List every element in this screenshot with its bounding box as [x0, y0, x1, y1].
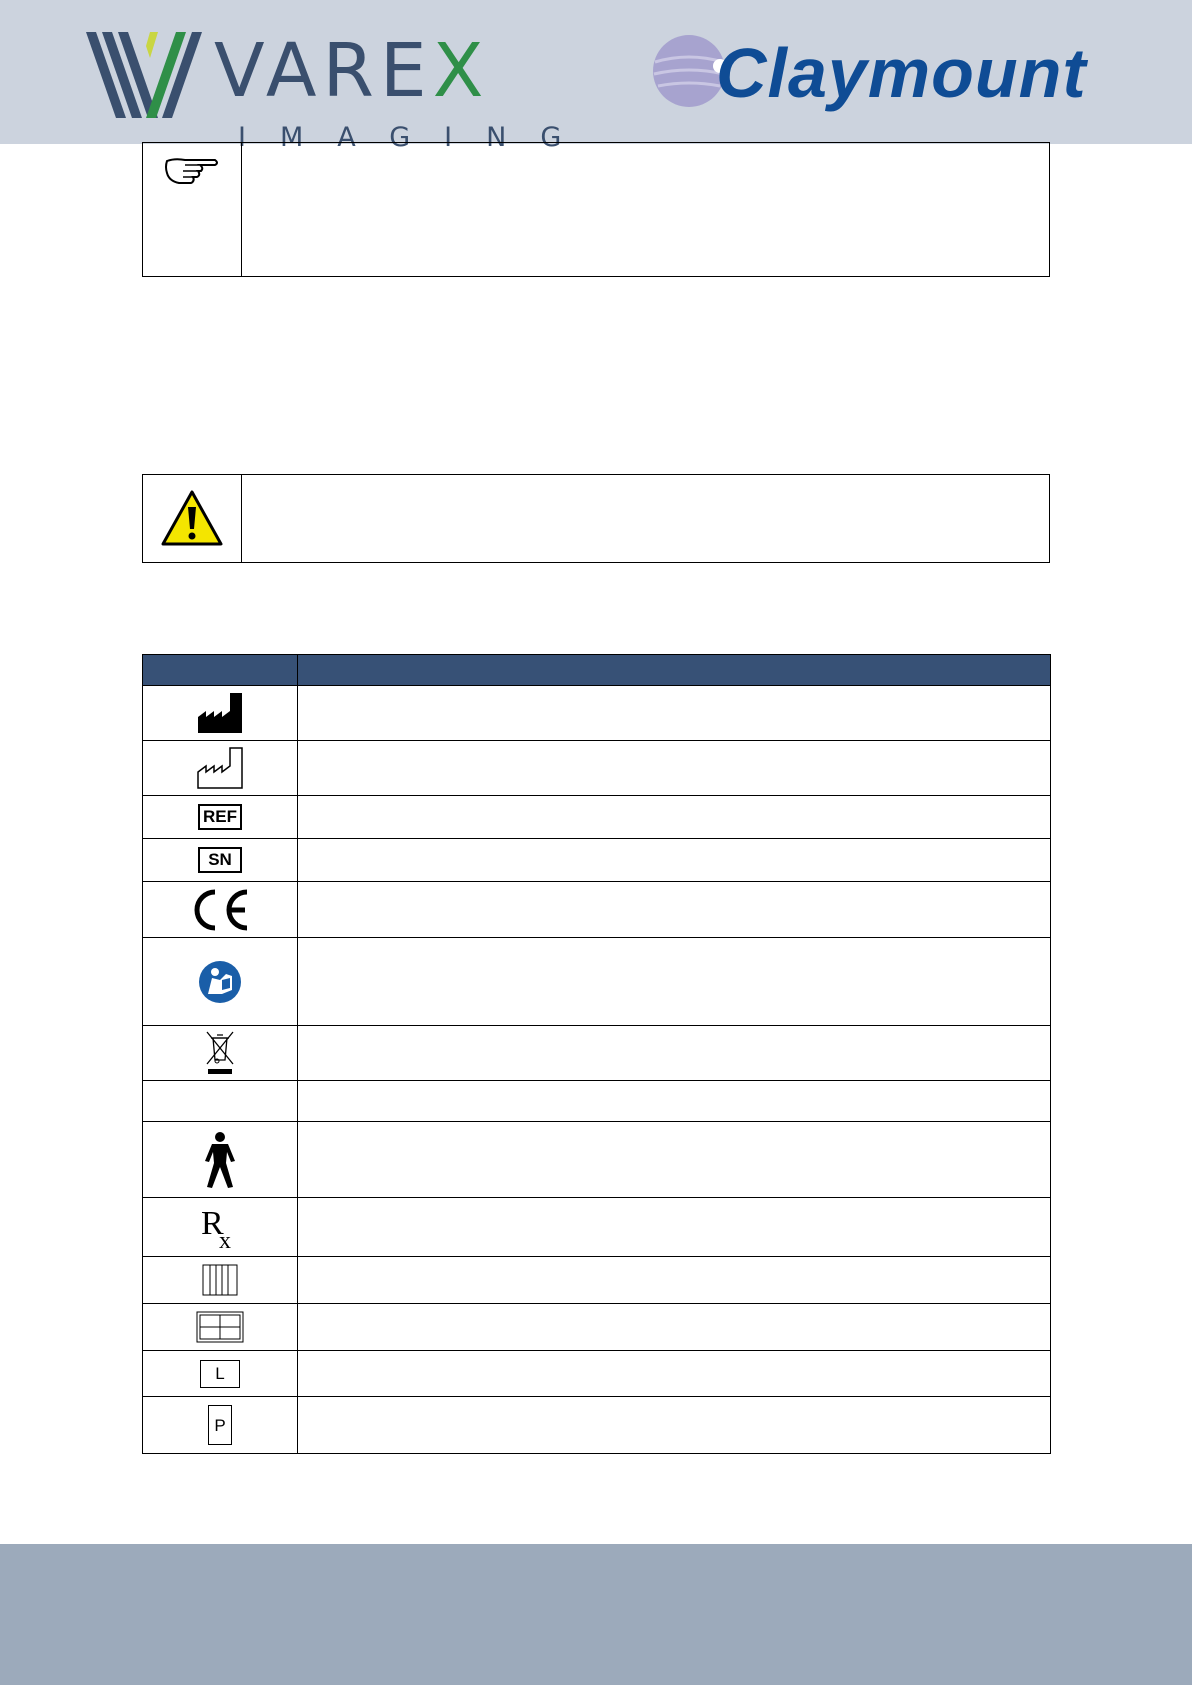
symbol-cell — [143, 882, 298, 938]
claymount-wordmark: Claymount — [716, 34, 1087, 112]
symbol-cell — [143, 1397, 298, 1454]
pointing-hand-icon — [161, 153, 221, 193]
landscape-orientation-icon: L — [200, 1360, 239, 1388]
table-row — [143, 1257, 1051, 1304]
date-of-manufacture-icon — [196, 746, 244, 790]
catalog-number-icon: REF — [198, 804, 242, 830]
description-cell — [298, 882, 1051, 938]
table-row — [143, 1081, 1051, 1122]
description-cell — [298, 1304, 1051, 1351]
symbol-cell — [143, 741, 298, 796]
description-cell — [298, 741, 1051, 796]
description-cell — [298, 839, 1051, 882]
symbol-cell — [143, 796, 298, 839]
consult-instructions-icon — [198, 960, 242, 1004]
page-header — [0, 0, 1192, 153]
symbol-cell — [143, 1257, 298, 1304]
varex-wordmark: VAREX — [214, 28, 490, 114]
portrait-grid-icon — [202, 1264, 238, 1296]
table-row — [143, 1122, 1051, 1198]
symbol-cell — [143, 1304, 298, 1351]
portrait-orientation-icon: P — [208, 1405, 231, 1445]
description-cell — [298, 1198, 1051, 1257]
table-row — [143, 686, 1051, 741]
serial-number-icon: SN — [198, 847, 242, 873]
description-cell — [298, 1397, 1051, 1454]
page-footer — [0, 1544, 1192, 1685]
table-row — [143, 839, 1051, 882]
symbol-cell — [143, 1026, 298, 1081]
ce-mark-icon — [189, 888, 251, 932]
note-icon-cell — [143, 143, 242, 276]
table-header-row — [143, 655, 1051, 686]
description-cell — [298, 1257, 1051, 1304]
claymount-logo — [650, 30, 1130, 125]
table-row — [143, 1198, 1051, 1257]
svg-text:x: x — [219, 1228, 231, 1250]
description-cell — [298, 938, 1051, 1026]
varex-wordmark-x: X — [432, 28, 490, 114]
caution-box — [142, 474, 1050, 563]
table-row — [143, 938, 1051, 1026]
manufacturer-icon — [196, 691, 244, 735]
varex-imaging-logo — [86, 28, 596, 153]
description-cell — [298, 1351, 1051, 1397]
table-row — [143, 1397, 1051, 1454]
table-row — [143, 1304, 1051, 1351]
weee-disposal-icon — [205, 1030, 235, 1076]
symbol-cell — [143, 686, 298, 741]
varex-stripes-mark — [86, 28, 226, 128]
symbol-cell — [143, 1198, 298, 1257]
table-row — [143, 882, 1051, 938]
warning-triangle-icon — [160, 489, 224, 547]
description-cell — [298, 686, 1051, 741]
description-cell — [298, 796, 1051, 839]
table-row — [143, 1351, 1051, 1397]
imaging-wordmark: IMAGING — [238, 122, 596, 153]
caution-icon-cell — [143, 475, 242, 562]
note-box — [142, 142, 1050, 277]
svg-text:R: R — [201, 1205, 224, 1242]
table-header-description — [298, 655, 1051, 686]
description-cell — [298, 1026, 1051, 1081]
table-header-symbol — [143, 655, 298, 686]
symbol-cell — [143, 1081, 298, 1122]
table-row — [143, 1026, 1051, 1081]
symbol-cell — [143, 839, 298, 882]
symbol-cell — [143, 938, 298, 1026]
description-cell — [298, 1081, 1051, 1122]
description-cell — [298, 1122, 1051, 1198]
symbol-cell — [143, 1351, 298, 1397]
table-row — [143, 741, 1051, 796]
table-row — [143, 796, 1051, 839]
landscape-grid-icon — [196, 1311, 244, 1343]
symbol-cell — [143, 1122, 298, 1198]
prescription-only-icon — [199, 1204, 241, 1250]
symbols-table — [142, 654, 1051, 1454]
type-b-applied-part-icon — [203, 1131, 237, 1189]
